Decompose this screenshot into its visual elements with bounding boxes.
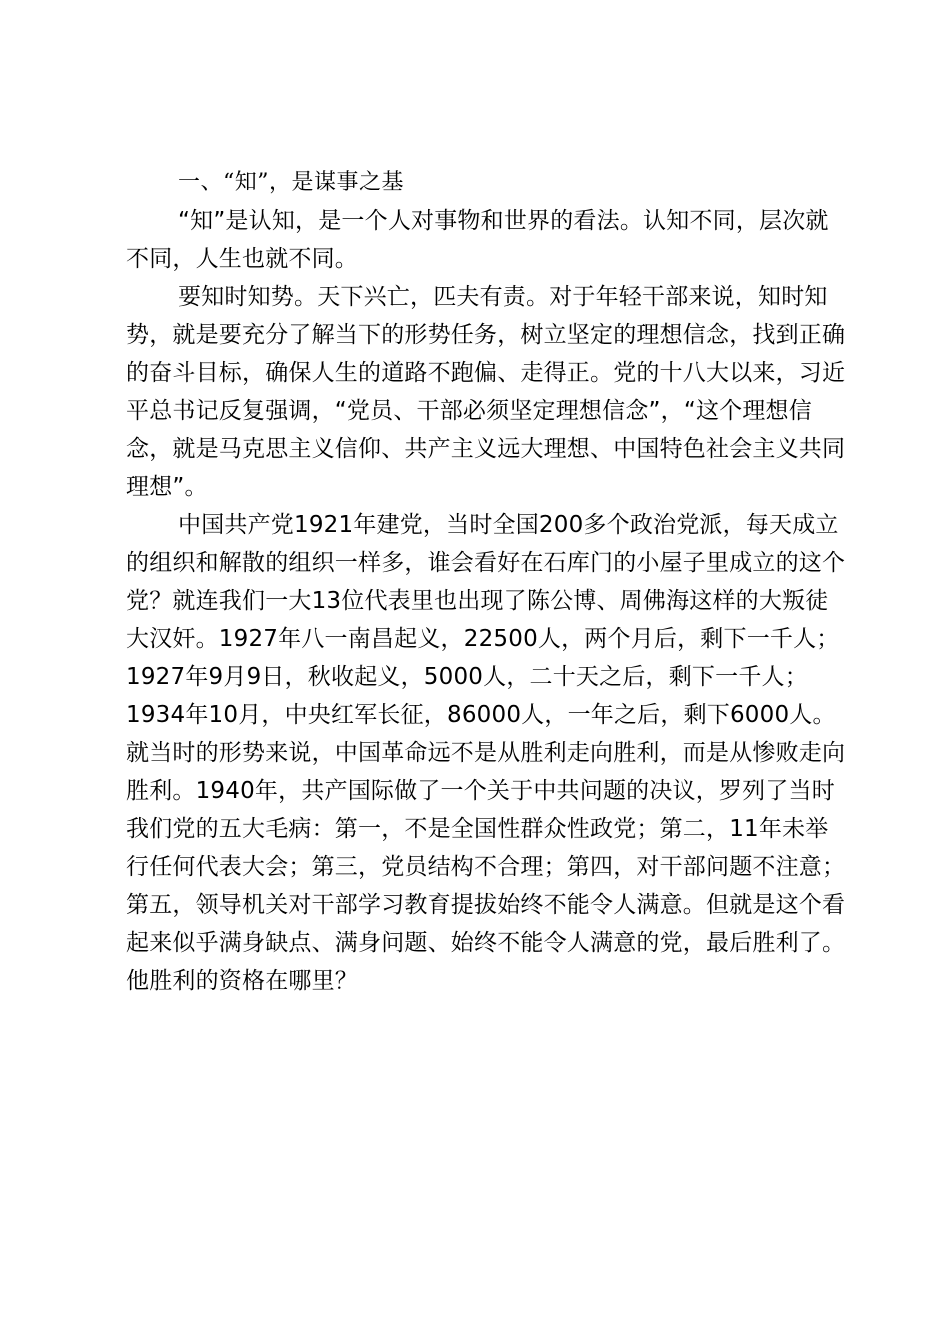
- paragraph-know-times: [126, 278, 846, 506]
- paragraph-text: “知”是认知，是一个人对事物和世界的看法。认知不同，层次就不同，人生也就不同。: [126, 208, 829, 272]
- paragraph-lead: 要知时知势。: [178, 284, 318, 310]
- section-heading: 一、“知”，是谋事之基: [178, 170, 404, 195]
- paragraph-text: 天下兴亡，匹夫有责。对于年轻干部来说，知时知势，就是要充分了解当下的形势任务，树立坚定的理想信念，找到正确的奋斗目标，确保人生的道路不跑偏、走得正。党的十八大以来，习近平总书记反复强调，“党员、干部必须坚定理想信念”，“这个理想信念，就是马克思主义信仰、共产主义远大理想、中国特色社会主义共同理想”。: [126, 284, 846, 500]
- document-body: [126, 164, 846, 1000]
- paragraph-party-history: [126, 506, 846, 1000]
- paragraph-text: 中国共产党1921年建党，当时全国200多个政治党派，每天成立的组织和解散的组织一样多，谁会看好在石库门的小屋子里成立的这个党？就连我们一大13位代表里也出现了陈公博、周佛海这样的大叛徒大汉奸。1927年八一南昌起义，22500人，两个月后，剩下一千人；1927年9月9日，秋收起义，5000人，二十天之后，剩下一千人；1934年10月，中央红军长征，86000人，一年之后，剩下6000人。就当时的形势来说，中国革命远不是从胜利走向胜利，而是从惨败走向胜利。1940年，共产国际做了一个关于中共问题的决议，罗列了当时我们党的五大毛病：第一，不是全国性群众性政党；第二，11年未举行任何代表大会；第三，党员结构不合理；第四，对干部问题不注意；第五，领导机关对干部学习教育提拔始终不能令人满意。但就是这个看起来似乎满身缺点、满身问题、始终不能令人满意的党，最后胜利了。他胜利的资格在哪里？: [126, 512, 846, 994]
- paragraph-definition: [126, 202, 846, 278]
